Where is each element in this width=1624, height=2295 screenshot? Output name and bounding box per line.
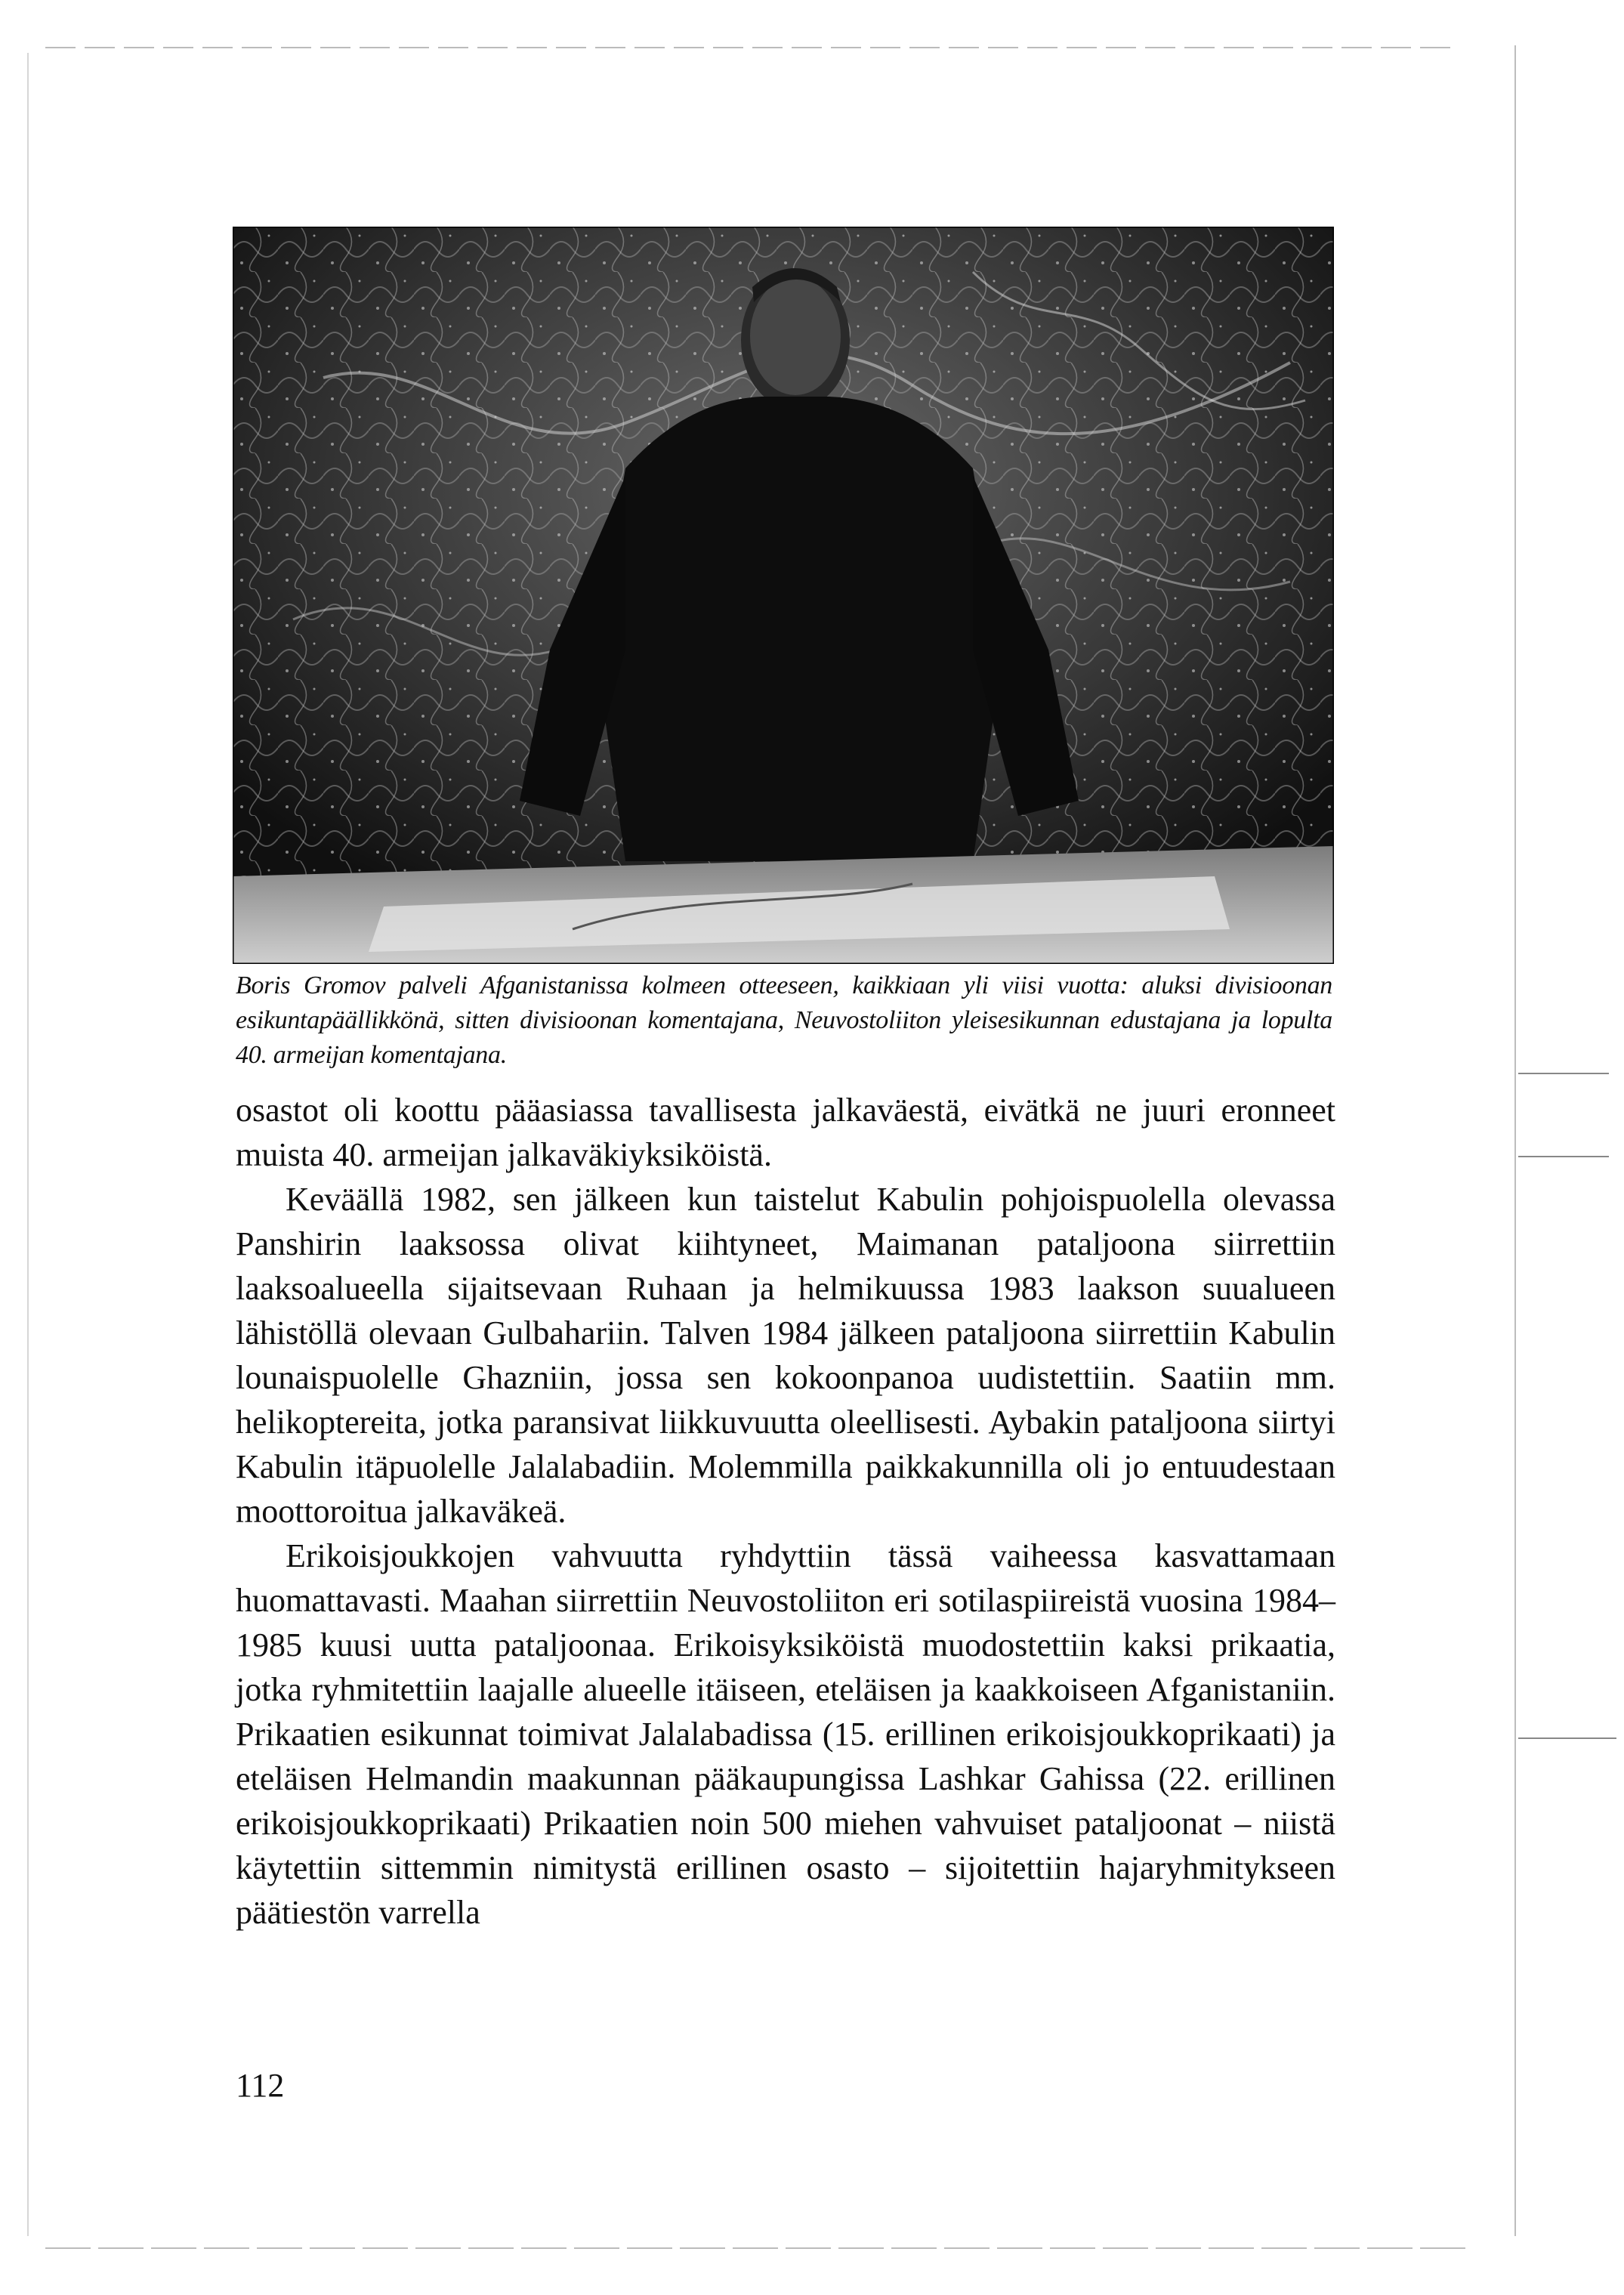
scan-edge-top [45,47,1458,48]
figure-caption: Boris Gromov palveli Afganistanissa kolmeen otteeseen, kaikkiaan yli viisi vuotta: aluksi divisioonan esikuntapäällikkönä, sitten divisioonan komentajana, Neuvostoliiton yleisesikunnan edustajana ja lopulta 40. armeijan komentajana. [236,971,1332,1069]
body-text [236,1088,1335,1935]
paragraph: Keväällä 1982, sen jälkeen kun taistelut Kabulin pohjoispuolella olevassa Panshirin laaksossa olivat kiihtyneet, Maimanan pataljoona siirrettiin laaksoalueella sijaitsevaan Ruhaan ja helmikuussa 1983 laakson suualueen lähistöllä olevaan Gulbahariin. Talven 1984 jälkeen pataljoona siirrettiin Kabulin lounaispuolelle Ghazniin, jossa sen kokoonpanoa uudistettiin. Saatiin mm. helikoptereita, jotka paransivat liikkuvuutta oleellisesti. Aybakin pataljoona siirtyi Kabulin itäpuolelle Jalalabadiin. Molemmilla paikkakunnilla oli jo entuudestaan moottoroitua jalkaväkeä. [236,1181,1335,1530]
page-number: 112 [236,2067,285,2104]
scan-edge-left [27,53,29,2236]
scan-mark [1518,1156,1609,1157]
figure-photo [233,227,1334,964]
paragraph: Erikoisjoukkojen vahvuutta ryhdyttiin tässä vaiheessa kasvattamaan huomattavasti. Maahan siirrettiin Neuvostoliiton eri sotilaspiireistä vuosina 1984–1985 kuusi uutta pataljoonaa. Erikoisyksiköistä muodostettiin kaksi prikaatia, jotka ryhmitettiin laajalle alueelle itäiseen, eteläisen ja kaakkoiseen Afganistaniin. Prikaatien esikunnat toimivat Jalalabadissa (15. erillinen erikoisjoukkoprikaati) ja eteläisen Helmandin maakunnan pääkaupungissa Lashkar Gahissa (22. erillinen erikoisjoukkoprikaati) Prikaatien noin 500 miehen vahvuiset pataljoonat – niistä käytettiin sittemmin nimitystä erillinen osasto – sijoitettiin hajaryhmitykseen päätiestön varrella [236,1537,1335,1931]
scan-edge-bottom [45,2247,1465,2249]
photo-man-in-front-of-map-icon [233,227,1334,964]
scan-mark [1518,1073,1609,1074]
paragraph: osastot oli koottu pääasiassa tavallisesta jalkaväestä, eivätkä ne juuri eronneet muista 40. armeijan jalkaväkiyksiköistä. [236,1092,1335,1173]
scan-mark [1518,1737,1616,1739]
scan-edge-right [1514,45,1516,2236]
